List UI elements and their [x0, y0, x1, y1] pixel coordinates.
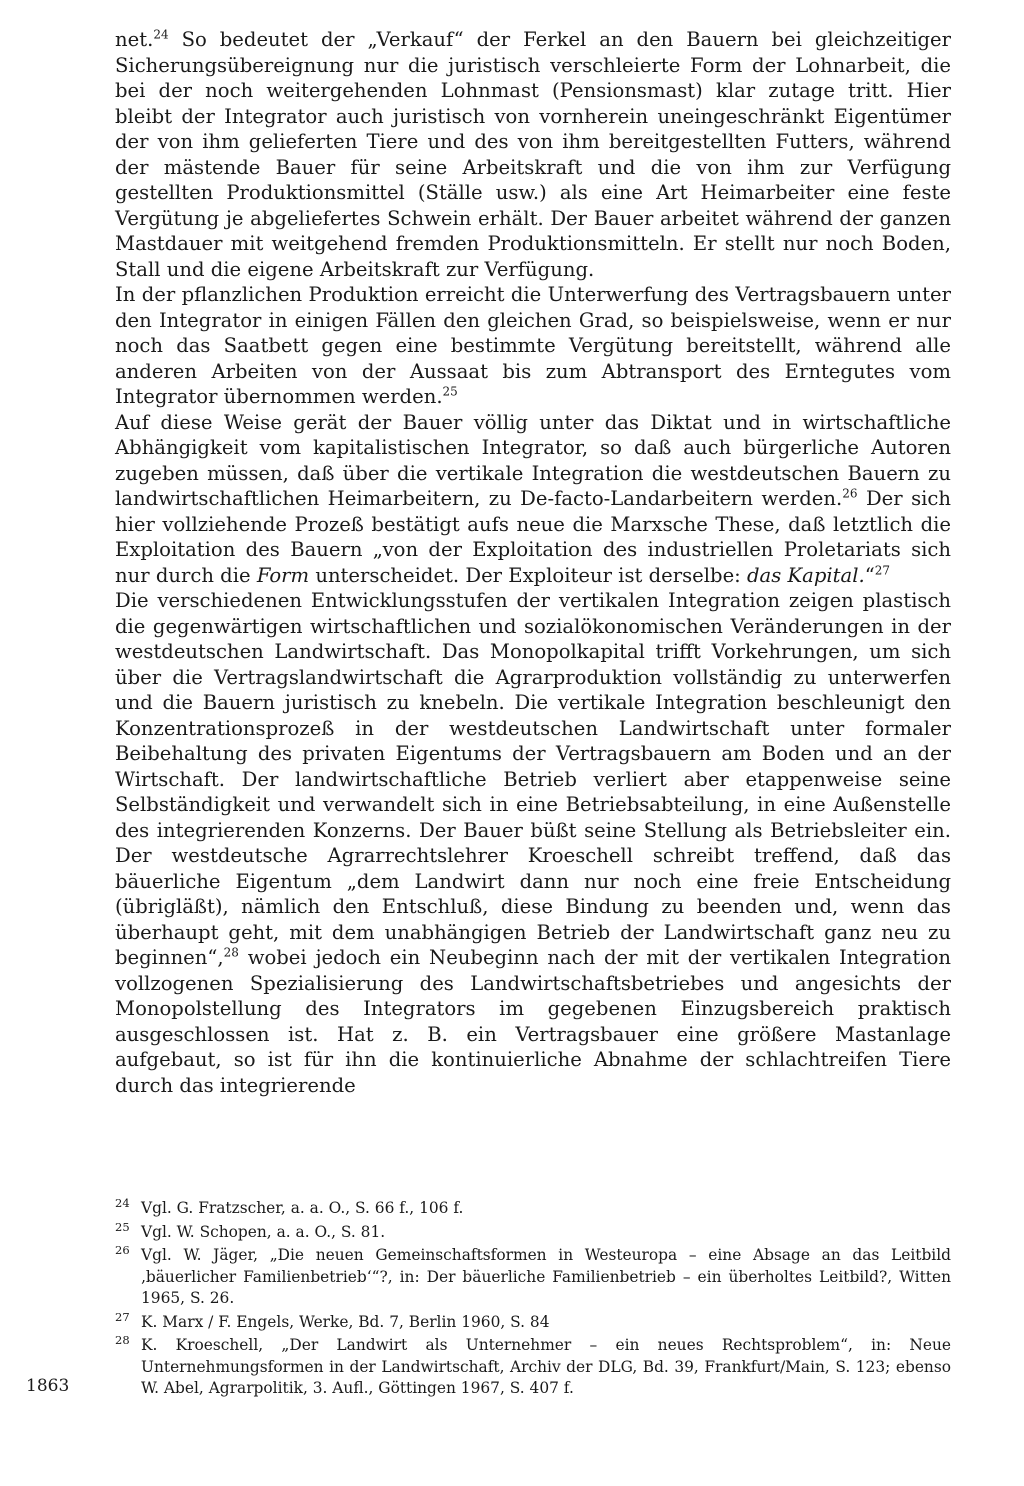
paragraph-text: Auf diese Weise gerät der Bauer völlig unter das Diktat und in wirtschaftliche Abhängigkeit vom kapitalistischen Integrator, so daß auch bürgerliche Autoren zugeben müssen, daß über die vertikale Integration die westdeutschen Bauern zu landwirtschaftlichen Heimarbeitern, zu De-facto-Landarbeitern werden. — [115, 410, 951, 510]
paragraph-text: unterscheidet. Der Exploiteur ist derselbe: — [309, 563, 747, 587]
footnote-ref: 24 — [153, 27, 169, 42]
footnote-text: Vgl. W. Schopen, a. a. O., S. 81. — [141, 1222, 386, 1241]
footnote — [115, 1245, 951, 1310]
footnote-number: 28 — [115, 1333, 130, 1347]
footnote — [115, 1198, 951, 1220]
paragraph-text: Der sich hier vollziehende Prozeß bestätigt aufs neue die Marxsche These, daß letztlich die Exploitation des Bauern „von der Exploitation des industriellen Proletariats sich nur durch die — [115, 487, 951, 587]
paragraph-text: In der pflanzlichen Produktion erreicht die Unterwerfung des Vertragsbauern unter den Integrator in einigen Fällen den gleichen Grad, so beispielsweise, wenn er nur noch das Saatbett gegen eine bestimmte Vergütung bereitstellt, während alle anderen Arbeiten von der Aussaat bis zum Abtransport des Erntegutes vom Integrator übernommen werden. — [115, 283, 951, 408]
page-number: 1863 — [26, 1376, 70, 1396]
footnote-number: 27 — [115, 1309, 130, 1324]
footnote-text: Vgl. W. Jäger, „Die neuen Gemeinschaftsformen in Westeuropa – eine Absage an das Leitbild ‚bäuerlicher Familienbetrieb‘“?, in: Der bäuerliche Familienbetrieb – ein überholtes Leitbild?, Witten 1965, S. 26. — [141, 1246, 951, 1307]
footnote-text: K. Kroeschell, „Der Landwirt als Unternehmer – ein neues Rechtsproblem“, in: Neue Unternehmungsformen in der Landwirtschaft, Archiv der DLG, Bd. 39, Frankfurt/Main, S. 123; ebenso W. Abel, Agrarpolitik, 3. Aufl., Göttingen 1967, S. 407 f. — [141, 1336, 951, 1397]
paragraph-text: So bedeutet der „Verkauf“ der Ferkel an den Bauern bei gleichzeitiger Sicherungsübereignung nur die juristisch verschleierte Form der Lohnarbeit, die bei der noch weitergehenden Lohnmast (Pensionsmast) klar zutage tritt. Hier bleibt der Integrator auch juristisch von vornherein uneingeschränkt Eigentümer der von ihm gelieferten Tiere und des von ihm bereitgestellten Futters, während der mästende Bauer für seine Arbeitskraft und die von ihm zur Verfügung gestellten Produktionsmittel (Ställe usw.) als eine Art Heimarbeiter eine feste Vergütung je abgeliefertes Schwein erhält. Der Bauer arbeitet während der ganzen Mastdauer mit weitgehend fremden Produktionsmitteln. Er stellt nur noch Boden, Stall und die eigene Arbeitskraft zur Verfügung. — [115, 28, 951, 281]
emphasis-text: das Kapital. — [747, 563, 865, 587]
footnote — [115, 1309, 951, 1334]
footnote — [115, 1335, 951, 1400]
footnote-number: 25 — [115, 1219, 130, 1234]
footnote-ref: 27 — [874, 562, 890, 577]
footnote-number: 24 — [115, 1196, 130, 1210]
paragraph — [115, 27, 951, 282]
footnote-text: Vgl. G. Fratzscher, a. a. O., S. 66 f., 106 f. — [141, 1199, 464, 1217]
paragraph-text: net. — [115, 28, 154, 51]
footnote-number: 26 — [115, 1243, 130, 1257]
footnote-ref: 25 — [442, 384, 458, 399]
paragraph — [115, 282, 951, 410]
paragraph — [115, 410, 951, 589]
paragraph-text: wobei jedoch ein Neubeginn nach der mit der vertikalen Integration vollzogenen Spezialisierung des Landwirtschaftsbetriebes und angesichts der Monopolstellung des Integrators im gegebenen Einzugsbereich praktisch ausgeschlossen ist. Hat z. B. ein Vertragsbauer eine größere Mastanlage aufgebaut, so ist für ihn die kontinuierliche Abnahme der schlachtreifen Tiere durch das integrierende — [115, 946, 951, 1097]
footnote-ref: 26 — [842, 486, 858, 501]
paragraph-text: Die verschiedenen Entwicklungsstufen der vertikalen Integration zeigen plastisch die gegenwärtigen wirtschaftlichen und sozialökonomischen Veränderungen in der westdeutschen Landwirtschaft. Das Monopolkapital trifft Vorkehrungen, um sich über die Vertragslandwirtschaft die Agrarproduktion vollständig zu unterwerfen und die Bauern juristisch zu knebeln. Die vertikale Integration beschleunigt den Konzentrationsprozeß in der westdeutschen Landwirtschaft unter formaler Beibehaltung des privaten Eigentums der Vertragsbauern am Boden und an der Wirtschaft. Der landwirtschaftliche Betrieb verliert aber etappenweise seine Selbständigkeit und verwandelt sich in eine Betriebsabteilung, in eine Außenstelle des integrierenden Konzerns. Der Bauer büßt seine Stellung als Betriebsleiter ein. Der westdeutsche Agrarrechtslehrer Kroeschell schreibt treffend, daß das bäuerliche Eigentum „dem Landwirt dann nur noch eine freie Entscheidung (übrigläßt), nämlich den Entschluß, diese Bindung zu beenden und, wenn das überhaupt geht, mit dem unabhängigen Betrieb der Landwirtschaft ganz neu zu beginnen“, — [115, 589, 951, 969]
body-text — [115, 27, 951, 1098]
footnote — [115, 1219, 951, 1244]
footnote-text: K. Marx / F. Engels, Werke, Bd. 7, Berlin 1960, S. 84 — [141, 1312, 550, 1331]
footnote-ref: 28 — [223, 945, 239, 960]
emphasis-text: Form — [256, 563, 310, 587]
footnotes — [115, 1198, 951, 1402]
paragraph — [115, 588, 951, 1098]
paragraph-text: “ — [864, 563, 875, 587]
